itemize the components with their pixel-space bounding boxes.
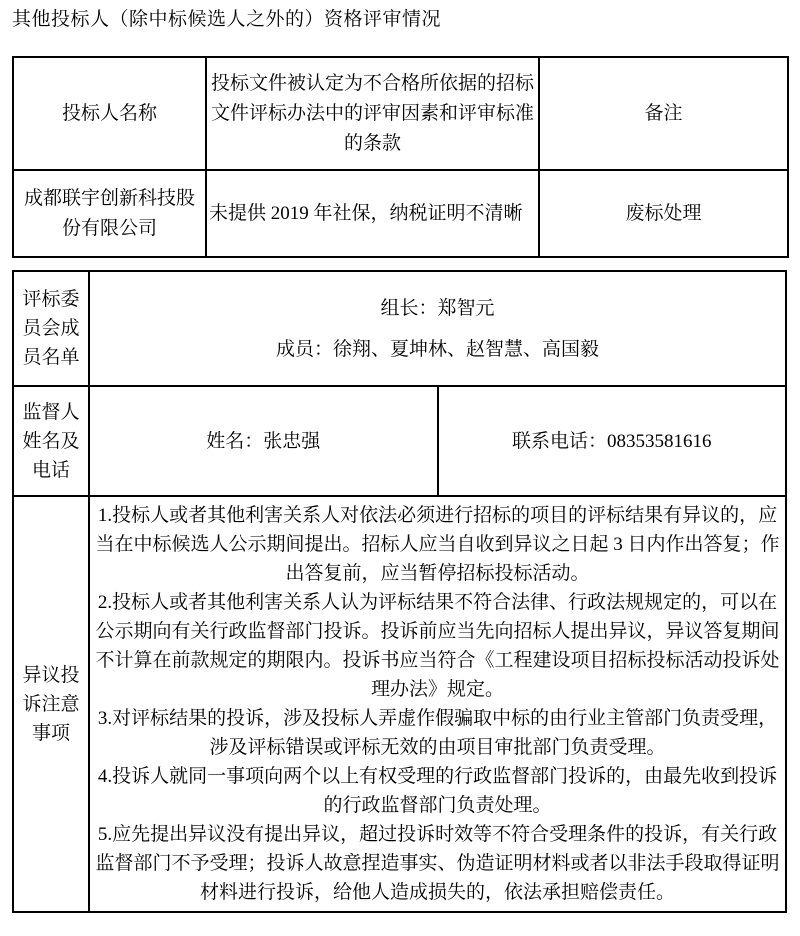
notes-label: 异议投诉注意事项	[13, 496, 89, 912]
note-item: 4.投诉人就同一事项向两个以上有权受理的行政监督部门投诉的，由最先收到投诉的行政监督部门负责处理。	[97, 766, 778, 816]
supervisor-label: 监督人姓名及电话	[13, 386, 89, 496]
qualification-header-row	[13, 57, 788, 170]
committee-label: 评标委员会成员名单	[13, 271, 89, 386]
supervisor-row	[13, 386, 786, 496]
header-bidder-name: 投标人名称	[13, 57, 206, 170]
supervisor-name: 姓名：张忠强	[89, 386, 438, 496]
cell-bidder-name: 成都联宇创新科技股份有限公司	[13, 170, 206, 257]
supervisor-phone: 联系电话：08353581616	[438, 386, 787, 496]
committee-leader: 组长：郑智元	[380, 297, 495, 319]
header-remark: 备注	[539, 57, 788, 170]
page-title: 其他投标人（除中标候选人之外的）资格评审情况	[12, 9, 442, 30]
info-table	[12, 270, 787, 913]
notes-row	[13, 496, 786, 912]
committee-members: 成员：徐翔、夏坤林、赵智慧、高国毅	[275, 338, 599, 360]
table-row	[13, 170, 788, 257]
cell-remark: 废标处理	[539, 170, 788, 257]
note-item: 3.对评标结果的投诉，涉及投标人弄虚作假骗取中标的由行业主管部门负责受理，涉及评标错误或评标无效的由项目审批部门负责受理。	[97, 708, 778, 758]
committee-content	[89, 271, 786, 386]
header-rejection-basis: 投标文件被认定为不合格所依据的招标文件评标办法中的评审因素和评审标准的条款	[206, 57, 539, 170]
notes-content	[89, 496, 786, 912]
note-item: 5.应先提出异议没有提出异议，超过投诉时效等不符合受理条件的投诉，有关行政监督部门不予受理；投诉人故意捏造事实、伪造证明材料或者以非法手段取得证明材料进行投诉，给他人造成损失的，依法承担赔偿责任。	[95, 824, 780, 903]
qualification-table	[12, 56, 789, 258]
cell-rejection-reason: 未提供 2019 年社保，纳税证明不清晰	[206, 170, 539, 257]
committee-row	[13, 271, 786, 386]
note-item: 2.投标人或者其他利害关系人认为评标结果不符合法律、行政法规规定的，可以在公示期向有关行政监督部门投诉。投诉前应当先向招标人提出异议，异议答复期间不计算在前款规定的期限内。投诉书应当符合《工程建设项目招标投标活动投诉处理办法》规定。	[95, 592, 780, 700]
note-item: 1.投标人或者其他利害关系人对依法必须进行招标的项目的评标结果有异议的，应当在中标候选人公示期间提出。招标人应当自收到异议之日起 3 日内作出答复；作出答复前，应当暂停招标投标活动。	[95, 505, 780, 584]
